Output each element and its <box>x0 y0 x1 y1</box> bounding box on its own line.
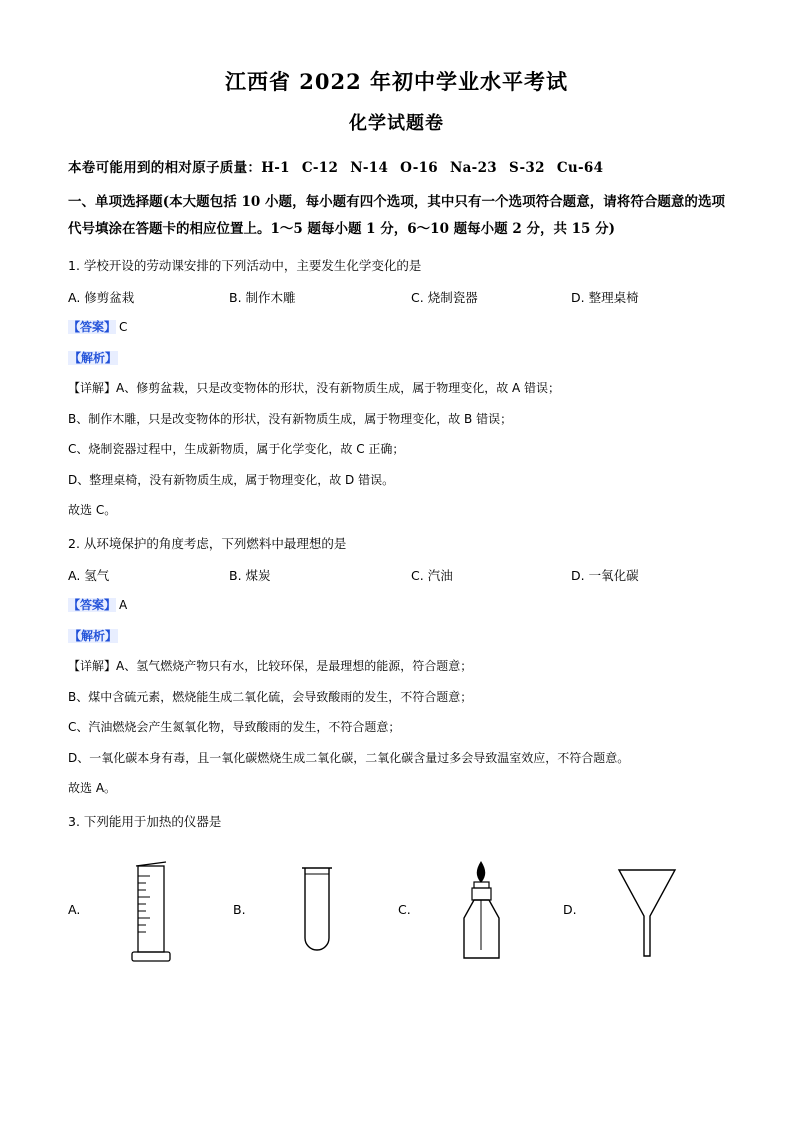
test-tube-icon <box>259 854 379 972</box>
question-3-option-c[interactable] <box>398 854 548 972</box>
option-text: 烧制瓷器 <box>427 290 478 306</box>
question-1-answer: C <box>119 320 128 335</box>
option-text: 整理桌椅 <box>588 290 639 306</box>
question-2-option-b[interactable] <box>229 566 271 584</box>
option-key: D. <box>563 902 577 917</box>
question-3-option-a[interactable] <box>68 854 218 972</box>
question-1-explanation-4: D、整理桌椅，没有新物质生成，属于物理变化，故 D 错误。 <box>68 472 395 487</box>
option-text: 一氧化碳 <box>588 568 639 584</box>
question-3-figure-options <box>68 854 725 974</box>
question-2-option-a[interactable] <box>68 566 109 584</box>
question-2-answer: A <box>119 598 128 613</box>
question-1-text: 学校开设的劳动课安排的下列活动中，主要发生化学变化的是 <box>83 258 422 274</box>
graduated-cylinder-icon <box>94 854 214 972</box>
atomic-mass-n: N-14 <box>350 159 389 176</box>
question-1-explanation-3: C、烧制瓷器过程中，生成新物质，属于化学变化，故 C 正确； <box>68 442 405 457</box>
question-1-answer-line <box>68 318 725 336</box>
question-2-explanation-1: 【详解】A、氢气燃烧产物只有水，比较环保，是最理想的能源，符合题意； <box>68 659 473 674</box>
option-key: A. <box>68 290 81 306</box>
question-2-explanation-3: C、汽油燃烧会产生氮氧化物，导致酸雨的发生，不符合题意； <box>68 720 401 735</box>
question-2-option-c[interactable] <box>411 566 453 584</box>
page-title: 江西省 2022 年初中学业水平考试 <box>224 69 569 94</box>
atomic-mass-na: Na-23 <box>449 159 497 176</box>
option-text: 修剪盆栽 <box>84 290 135 306</box>
alcohol-lamp-icon <box>424 854 544 972</box>
question-1-explanation-5: 故选 C。 <box>68 503 117 518</box>
option-key: C. <box>411 568 424 584</box>
question-3-stem <box>68 812 725 832</box>
atomic-mass-o: O-16 <box>400 159 438 176</box>
question-1-option-c[interactable] <box>411 288 478 306</box>
question-2-explanation-2: B、煤中含硫元素，燃烧能生成二氧化硫，会导致酸雨的发生，不符合题意； <box>68 689 473 704</box>
option-text: 制作木雕 <box>245 290 296 306</box>
atomic-mass-s: S-32 <box>508 159 545 176</box>
question-2-number: 2. <box>68 536 80 552</box>
question-1-explanation-1: 【详解】A、修剪盆栽，只是改变物体的形状，没有新物质生成，属于物理变化，故 A 错误； <box>68 381 561 396</box>
option-text: 煤炭 <box>245 568 271 584</box>
option-key: C. <box>398 902 411 917</box>
option-text: 氢气 <box>84 568 110 584</box>
analysis-tag: 【解析】 <box>69 629 118 644</box>
atomic-mass-line <box>68 157 725 180</box>
option-key: B. <box>229 568 242 584</box>
question-1-stem <box>68 256 725 276</box>
question-2-explanation-5: 故选 A。 <box>68 781 117 796</box>
question-2-stem <box>68 534 725 554</box>
funnel-icon <box>589 854 709 972</box>
question-1-explanation-2: B、制作木雕，只是改变物体的形状，没有新物质生成，属于物理变化，故 B 错误； <box>68 411 513 426</box>
question-1-option-b[interactable] <box>229 288 296 306</box>
atomic-mass-cu: Cu-64 <box>556 159 604 176</box>
option-key: C. <box>411 290 424 306</box>
option-key: B. <box>233 902 246 917</box>
answer-tag: 【答案】 <box>68 598 117 613</box>
question-3-option-d[interactable] <box>563 854 713 972</box>
option-key: A. <box>68 902 81 917</box>
option-key: B. <box>229 290 242 306</box>
option-text: 汽油 <box>427 568 453 584</box>
question-3-number: 3. <box>68 814 80 829</box>
atomic-mass-c: C-12 <box>301 159 339 176</box>
question-1-analysis-line <box>68 349 725 367</box>
question-1-option-d[interactable] <box>571 288 639 306</box>
section-heading: 一、单项选择题(本大题包括 10 小题，每小题有四个选项，其中只有一个选项符合题意，请将符合题意的选项代号填涂在答题卡的相应位置上。1～5 题每小题 1 分，6～10 题每小题 2 分，共 15 分) <box>68 194 725 237</box>
question-2-answer-line <box>68 596 725 614</box>
question-2-options <box>68 566 725 583</box>
atomic-mass-label: 本卷可能用到的相对原子质量： <box>68 159 262 176</box>
page-subtitle: 化学试题卷 <box>349 112 444 134</box>
question-2-option-d[interactable] <box>571 566 639 584</box>
answer-tag: 【答案】 <box>68 320 117 335</box>
option-key: D. <box>571 290 585 306</box>
question-1-options <box>68 288 725 305</box>
option-key: D. <box>571 568 585 584</box>
analysis-tag: 【解析】 <box>69 351 118 366</box>
question-3-text: 下列能用于加热的仪器是 <box>83 814 222 829</box>
question-1-number: 1. <box>68 258 80 274</box>
question-2-analysis-line <box>68 627 725 645</box>
option-key: A. <box>68 568 81 584</box>
question-2-explanation-4: D、一氧化碳本身有毒，且一氧化碳燃烧生成二氧化碳，二氧化碳含量过多会导致温室效应，不符合题意。 <box>68 750 630 765</box>
question-1-option-a[interactable] <box>68 288 134 306</box>
question-2-text: 从环境保护的角度考虑，下列燃料中最理想的是 <box>83 536 347 552</box>
question-3-option-b[interactable] <box>233 854 383 972</box>
atomic-mass-h: H-1 <box>261 159 290 176</box>
